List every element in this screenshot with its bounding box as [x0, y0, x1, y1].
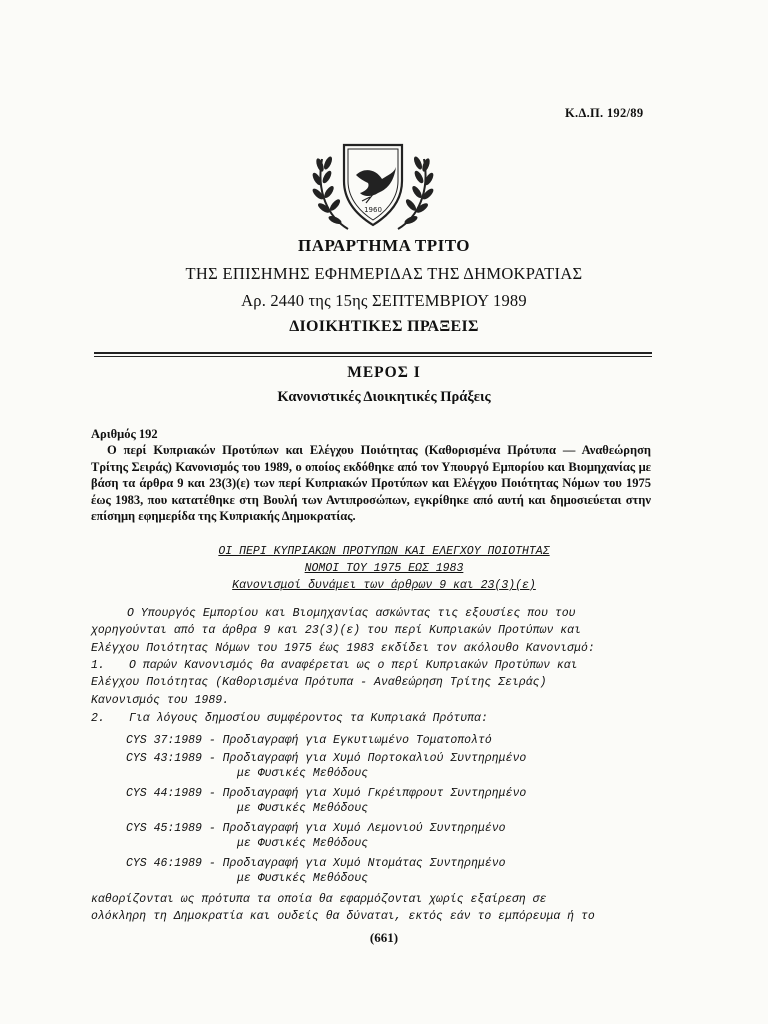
section-number: 1.	[91, 659, 105, 672]
page-number: (661)	[369, 930, 399, 945]
divider	[94, 356, 652, 357]
standard-title-cont: με Φυσικές Μεθόδους	[237, 767, 369, 780]
section-line: Ελέγχου Ποιότητας (Καθορισμένα Πρότυπα - Αναθεώρηση Τρίτης Σειράς)	[91, 676, 547, 690]
closing-line: καθορίζονται ως πρότυπα τα οποία θα εφαρμόζονται χωρίς εξαίρεση σε	[91, 893, 547, 906]
standard-item: CYS 43:1989 - Προδιαγραφή για Χυμό Πορτοκαλιού Συντηρημένο	[126, 752, 527, 765]
standard-code: CYS 43:1989	[126, 752, 202, 765]
standard-title-cont: με Φυσικές Μεθόδους	[237, 837, 369, 850]
standard-title: Προδιαγραφή για Χυμό Λεμονιού Συντηρημένο	[222, 822, 506, 835]
preamble-line: Ελέγχου Ποιότητας Νόμων του 1975 έως 1983 εκδίδει τον ακόλουθο Κανονισμό:	[91, 641, 595, 655]
notice-summary-text: Ο περί Κυπριακών Προτύπων και Ελέγχου Ποιότητας (Καθορισμένα Πρότυπα — Αναθεώρηση Τρίτης Σειράς) Κανονισμός του 1989, ο οποίος εκδόθηκε από τον Υπουργό Εμπορίου και Βιομηχανίας με βάση τα άρθρα 9 και 23(3)(ε) των περί Κυπριακών Προτύπων και Ελέγχου Ποιότητας Νόμων του 1975 έως 1983, που κατατέθηκε στη Βουλή των Αντιπροσώπων, εγκρίθηκε από αυτή και δημοσιεύεται στην επίσημη εφημερίδα της Κυπριακής Δημοκρατίας.	[91, 443, 651, 524]
standard-item: CYS 45:1989 - Προδιαγραφή για Χυμό Λεμονιού Συντηρημένο	[126, 822, 506, 835]
section-number: 2.	[91, 712, 105, 725]
notice-number: Αριθμός 192	[91, 427, 158, 441]
document-reference: Κ.Δ.Π. 192/89	[565, 106, 644, 120]
standard-title: Προδιαγραφή για Εγκυτιωμένο Τοματοπολτό	[222, 734, 492, 747]
preamble-line: χορηγούνται από τα άρθρα 9 και 23(3)(ε) του περί Κυπριακών Προτύπων και	[91, 624, 581, 638]
part-title: ΜΕΡΟΣ Ι	[347, 364, 421, 381]
standard-code: CYS 37:1989	[126, 734, 202, 747]
section-line: Κανονισμός του 1989.	[91, 693, 230, 707]
annex-title: ΠΑΡΑΡΤΗΜΑ ΤΡΙΤΟ	[297, 236, 471, 255]
law-title-line2: ΝΟΜΟΙ ΤΟΥ 1975 ΕΩΣ 1983	[304, 562, 464, 575]
section-heading: ΔΙΟΙΚΗΤΙΚΕΣ ΠΡΑΞΕΙΣ	[289, 318, 479, 335]
standard-code: CYS 44:1989	[126, 787, 202, 800]
law-title-line3: Κανονισμοί δυνάμει των άρθρων 9 και 23(3)(ε)	[232, 579, 536, 592]
standard-title-cont: με Φυσικές Μεθόδους	[237, 872, 369, 885]
closing-text	[91, 891, 665, 926]
part-subtitle: Κανονιστικές Διοικητικές Πράξεις	[277, 389, 491, 405]
section-intro: Για λόγους δημοσίου συμφέροντος τα Κυπριακά Πρότυπα:	[129, 712, 488, 725]
standard-code: CYS 45:1989	[126, 822, 202, 835]
notice-summary	[91, 442, 651, 525]
cyprus-coat-of-arms-icon	[308, 137, 438, 233]
standard-item: CYS 37:1989 - Προδιαγραφή για Εγκυτιωμένο Τοματοπολτό	[126, 734, 492, 747]
standard-code: CYS 46:1989	[126, 857, 202, 870]
standard-title: Προδιαγραφή για Χυμό Ντομάτας Συντηρημένο	[222, 857, 506, 870]
closing-line: ολόκληρη τη Δημοκρατία και ουδείς θα δύναται, εκτός εάν το εμπόρευμα ή το	[91, 910, 595, 924]
preamble-line: Ο Υπουργός Εμπορίου και Βιομηχανίας ασκώντας τις εξουσίες που του	[127, 607, 576, 620]
section-line: Ο παρών Κανονισμός θα αναφέρεται ως ο περί Κυπριακών Προτύπων και	[129, 659, 578, 672]
standard-title: Προδιαγραφή για Χυμό Γκρέιπφρουτ Συντηρημένο	[222, 787, 527, 800]
section-2	[91, 710, 488, 727]
issue-number-date: Αρ. 2440 της 15ης ΣΕΠΤΕΜΒΡΙΟΥ 1989	[241, 291, 527, 310]
gazette-title: ΤΗΣ ΕΠΙΣΗΜΗΣ ΕΦΗΜΕΡΙΔΑΣ ΤΗΣ ΔΗΜΟΚΡΑΤΙΑΣ	[185, 264, 583, 283]
section-1	[91, 657, 578, 709]
divider	[94, 352, 652, 354]
preamble	[91, 605, 665, 657]
emblem-year: 1960	[364, 206, 382, 214]
standard-title-cont: με Φυσικές Μεθόδους	[237, 802, 369, 815]
standard-title: Προδιαγραφή για Χυμό Πορτοκαλιού Συντηρημένο	[222, 752, 527, 765]
standard-item: CYS 46:1989 - Προδιαγραφή για Χυμό Ντομάτας Συντηρημένο	[126, 857, 506, 870]
standard-item: CYS 44:1989 - Προδιαγραφή για Χυμό Γκρέιπφρουτ Συντηρημένο	[126, 787, 527, 800]
law-title-line1: ΟΙ ΠΕΡΙ ΚΥΠΡΙΑΚΩΝ ΠΡΟΤΥΠΩΝ ΚΑΙ ΕΛΕΓΧΟΥ ΠΟΙΟΤΗΤΑΣ	[218, 545, 550, 558]
